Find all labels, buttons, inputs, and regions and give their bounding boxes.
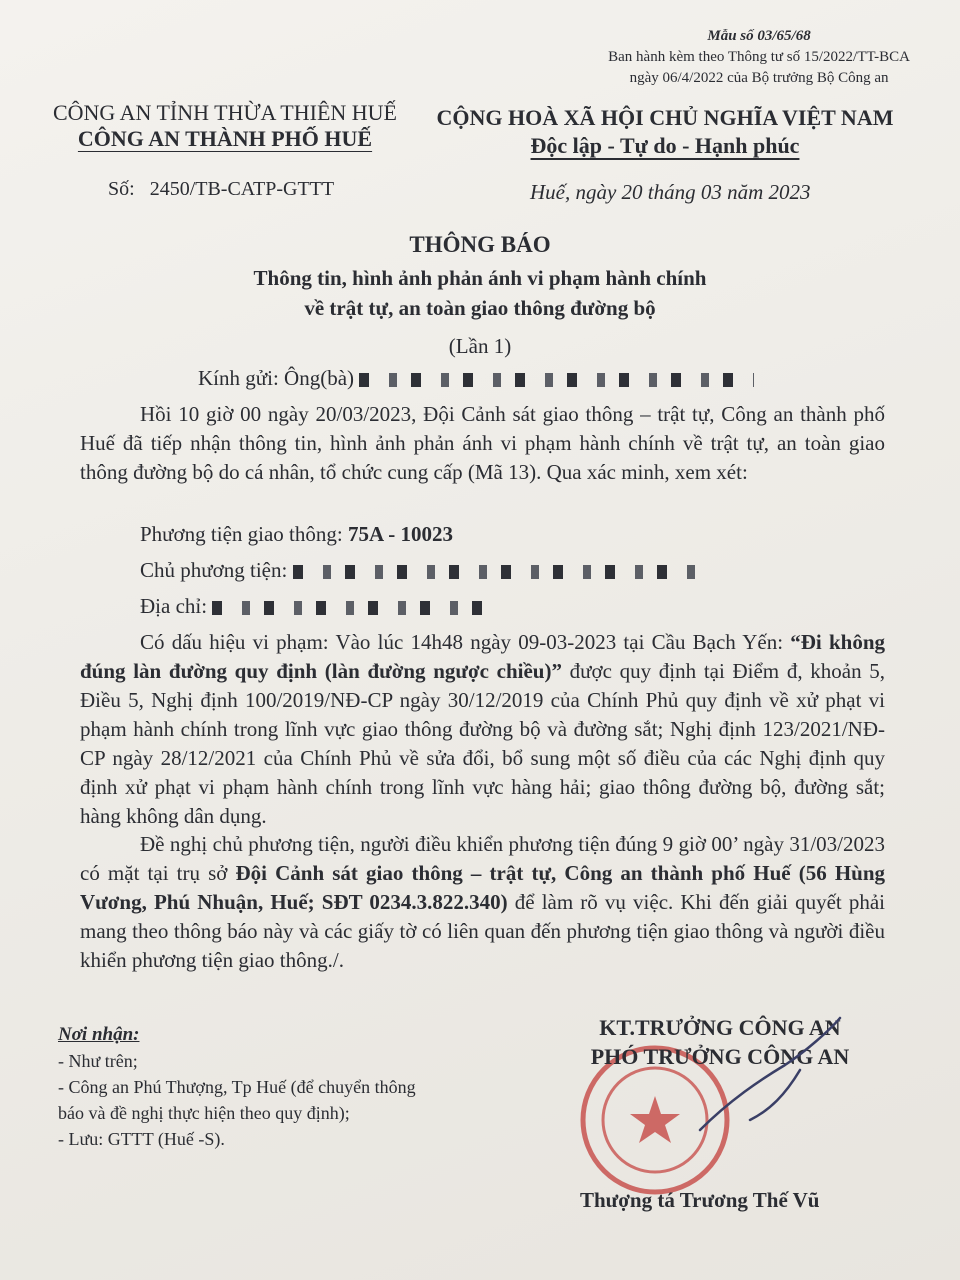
vehicle-line: Phương tiện giao thông: 75A - 10023	[140, 522, 453, 546]
document-subtitle-1: Thông tin, hình ảnh phản ánh vi phạm hành chính	[253, 266, 707, 290]
issuing-agency	[50, 100, 400, 152]
paragraph-violation: Có dấu hiệu vi phạm: Vào lúc 14h48 ngày 09-03-2023 tại Cầu Bạch Yến: “Đi không đúng làn đường quy định (làn đường ngược chiều)” được quy định tại Điểm đ, khoản 5, Điều 5, Nghị định 100/2019/NĐ-CP ngày 30/12/2019 của Chính Phủ quy định về xử phạt vi phạm hành chính trong lĩnh vực giao thông đường bộ và đường sắt; Nghị định 123/2021/NĐ-CP ngày 28/12/2021 của Chính Phủ về sửa đổi, bổ sung một số điều của các Nghị định quy định xử phạt vi phạm hành chính trong lĩnh vực hàng hải; giao thông đường bộ, đường sắt; hàng không dân dụng.	[80, 630, 886, 828]
agency-name: CÔNG AN THÀNH PHỐ HUẾ	[77, 126, 373, 151]
violation-name: “Đi không đúng làn đường quy định (làn đường ngược chiều)”	[80, 630, 886, 683]
notice-count: (Lần 1)	[448, 334, 512, 358]
national-motto	[430, 104, 900, 160]
form-issued-line1: Ban hành kèm theo Thông tư số 15/2022/TT-BCA	[608, 49, 910, 65]
form-code-block	[608, 26, 910, 89]
signer-title-2: PHÓ TRƯỞNG CÔNG AN	[590, 1044, 850, 1069]
recipients-block	[58, 1022, 518, 1152]
form-issued-line2: ngày 06/4/2022 của Bộ trưởng Bộ Công an	[629, 70, 889, 86]
recipients-heading: Nơi nhận:	[58, 1024, 140, 1045]
country-name: CỘNG HOÀ XÃ HỘI CHỦ NGHĨA VIỆT NAM	[436, 105, 894, 130]
recipient-item: báo và đề nghị thực hiện theo quy định);	[58, 1103, 350, 1123]
document-date: Huế, ngày 20 tháng 03 năm 2023	[530, 180, 811, 204]
form-number: Mẫu số 03/65/68	[707, 28, 811, 44]
signer-title-1: KT.TRƯỞNG CÔNG AN	[599, 1015, 841, 1040]
handwritten-signature	[690, 1010, 850, 1150]
redacted-owner	[293, 565, 703, 579]
license-plate: 75A - 10023	[347, 522, 453, 546]
motto: Độc lập - Tự do - Hạnh phúc	[530, 133, 800, 158]
document-title: THÔNG BÁO	[409, 232, 551, 257]
paragraph-intro: Hồi 10 giờ 00 ngày 20/03/2023, Đội Cảnh sát giao thông – trật tự, Công an thành phố Huế đã tiếp nhận thông tin, hình ảnh phản ánh vi phạm hành chính về trật tự, an toàn giao thông đường bộ do cá nhân, tổ chức cung cấp (Mã 13). Qua xác minh, xem xét:	[80, 402, 885, 484]
recipient-item: - Như trên;	[58, 1051, 138, 1071]
recipient-item: - Công an Phú Thượng, Tp Huế (để chuyển thông	[58, 1077, 416, 1097]
paragraph-request: Đề nghị chủ phương tiện, người điều khiển phương tiện đúng 9 giờ 00’ ngày 31/03/2023 có mặt tại trụ sở Đội Cảnh sát giao thông – trật tự, Công an thành phố Huế (56 Hùng Vương, Phú Nhuận, Huế; SĐT 0234.3.822.340) để làm rõ vụ việc. Khi đến giải quyết phải mang theo thông báo này và các giấy tờ có liên quan đến phương tiện giao thông và người điều khiển phương tiện giao thông./.	[80, 832, 886, 972]
document-subtitle-2: về trật tự, an toàn giao thông đường bộ	[304, 296, 656, 320]
signer-name: Thượng tá Trương Thế Vũ	[580, 1188, 820, 1212]
redacted-address	[212, 601, 502, 615]
document-number: Số: 2450/TB-CATP-GTTT	[108, 178, 335, 200]
recipient-item: - Lưu: GTTT (Huế -S).	[58, 1129, 225, 1149]
owner-line: Chủ phương tiện:	[140, 556, 703, 585]
address-line: Địa chỉ:	[140, 592, 502, 621]
agency-parent: CÔNG AN TỈNH THỪA THIÊN HUẾ	[52, 100, 397, 125]
addressee: Kính gửi: Ông(bà)	[198, 364, 754, 393]
redacted-name	[359, 373, 754, 387]
